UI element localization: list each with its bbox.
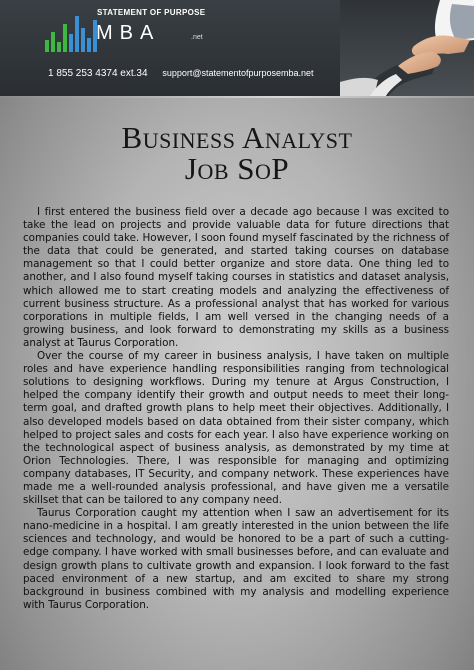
header-divider: [0, 96, 474, 98]
logo-tagline: STATEMENT OF PURPOSE: [97, 8, 206, 17]
email-link[interactable]: support@statementofpurposemba.net: [162, 68, 314, 78]
handshake-icon: [340, 0, 474, 96]
document-title: [0, 122, 474, 184]
title-line-2: Job SoP: [184, 151, 290, 186]
logo-mba: MBA: [96, 22, 161, 44]
phone-number[interactable]: 1 855 253 4374 ext.34: [48, 68, 148, 79]
paragraph: Taurus Corporation caught my attention when I saw an advertisement for its nano-medicine in a hospital. I am greatly interested in the union between the life sciences and technology, and would be honored to be a part of such a cutting-edge company. I have worked with small businesses before, and can evaluate and design growth plans to cultivate growth and expansion. I look forward to the fast paced environment of a new startup, and am excited to share my strong background in business combined with my analysis and modelling experience with Taurus Corporation.: [23, 507, 449, 611]
title-line-1: Business Analyst: [121, 120, 353, 155]
bar-graph-logo-icon: [44, 12, 100, 54]
paragraph: Over the course of my career in business analysis, I have taken on multiple roles and have experience handling responsibilities ranging from technological solutions to designing workflows. During my tenure at Argus Construction, I helped the company identify their growth and output needs to meet their long-term goal, and drafted growth plans to help meet their objectives. Additionally, I also developed models based on data obtained from their sister company, which helped to project sales and costs for each year. I also have experience working on the technological aspect of business analysis, as demonstrated by my time at Orion Technologies. There, I was responsible for managing and optimizing company databases, IT Security, and company network. These experiences have made me a well-rounded analysis professional, and have given me a versatile skillset that can be tailored to any company need.: [23, 350, 449, 507]
contact-info: [48, 68, 314, 79]
document-body: [23, 206, 449, 612]
paragraph: I first entered the business field over a decade ago because I was excited to take the lead on projects and provide valuable data for future directions that companies could take. However, I soon found myself fascinated by the richness of the data that could be generated, and started taking courses on database management so that I could better organize and store data. One thing led to another, and I also found myself taking courses in statistics and dataset analysis, which allowed me to start creating models and analyzing the effectiveness of current business structure. As a professional analyst that has worked for various corporations in multiple fields, I am well versed in the changing needs of a growing business, and look forward to demonstrating my skills as a business analyst at Taurus Corporation.: [23, 206, 449, 349]
site-header: [0, 0, 474, 98]
site-logo[interactable]: [44, 10, 244, 60]
logo-domain: .net: [191, 34, 203, 41]
